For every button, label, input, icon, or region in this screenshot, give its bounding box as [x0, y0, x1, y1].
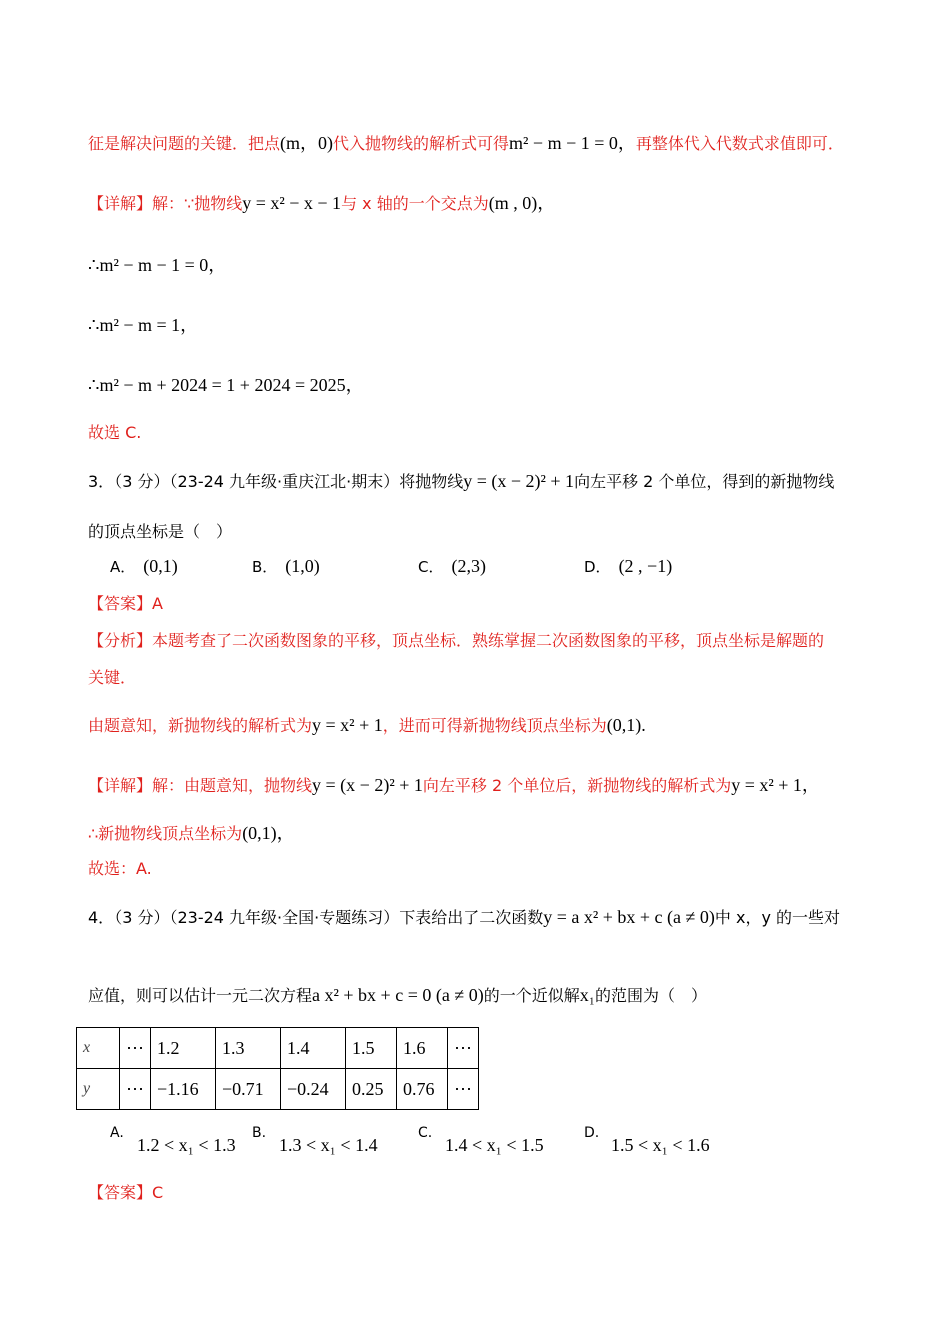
analysis-3-line3	[88, 714, 646, 737]
text: 向左平移 2 个单位后，新抛物线的解析式为	[422, 776, 732, 795]
text: 的一个近似解	[483, 986, 580, 1005]
step-1: ∴m² − m − 1 = 0，	[88, 255, 227, 275]
answer-3: 【答案】A	[88, 594, 163, 613]
table-cell: ⋯	[120, 1028, 151, 1069]
detail-tag: 【详解】	[88, 776, 153, 795]
math-equation: y = x² + 1，	[731, 775, 820, 795]
table-cell: 0.25	[346, 1069, 397, 1110]
text: 的范围为（ ）	[595, 986, 708, 1005]
math-variable: x₁	[579, 985, 595, 1005]
text: 解：∵抛物线	[152, 194, 243, 213]
text: ∴新抛物线顶点坐标为	[88, 824, 243, 843]
option-b-label: B.	[252, 1125, 267, 1141]
option-b	[252, 556, 320, 577]
option-c-value: 1.4 < x₁ < 1.5	[445, 1135, 544, 1155]
table-cell: −0.71	[216, 1069, 281, 1110]
question-meta: （3 分）（23-24 九年级·重庆江北·期末）将抛物线	[114, 472, 464, 491]
math-point: (0,1)，	[242, 823, 295, 843]
text: 再整体代入代数式求值即可．	[635, 134, 844, 153]
option-c-label: C.	[418, 1125, 433, 1141]
row-header: y	[77, 1069, 120, 1110]
table-row	[77, 1069, 479, 1110]
math-point: (0,1).	[606, 715, 646, 735]
option-c	[418, 556, 486, 577]
text: 解：由题意知，抛物线	[152, 776, 313, 795]
text: 征是解决问题的关键．把点	[88, 134, 281, 153]
text: 代入抛物线的解析式可得	[333, 134, 510, 153]
question-number: 4．	[88, 908, 115, 927]
option-label: A．	[110, 558, 136, 576]
analysis-3-line2: 关键．	[88, 668, 137, 687]
detail-3-line1	[88, 774, 820, 797]
option-a	[110, 556, 178, 577]
table-cell: −0.24	[281, 1069, 346, 1110]
detail-3-line2	[88, 822, 295, 845]
option-value: (1,0)	[285, 556, 320, 576]
table-cell: 1.2	[151, 1028, 216, 1069]
math-equation: y = (x − 2)² + 1	[312, 775, 423, 795]
option-d-value: 1.5 < x₁ < 1.6	[611, 1135, 710, 1155]
math-equation: y = x² + 1	[312, 715, 383, 735]
option-a-value: 1.2 < x₁ < 1.3	[137, 1135, 236, 1155]
selection-3: 故选：A.	[88, 859, 152, 878]
option-a-label: A.	[110, 1125, 124, 1141]
table-cell: ⋯	[120, 1069, 151, 1110]
math-point: (m，0)	[280, 133, 334, 153]
table-cell: 1.4	[281, 1028, 346, 1069]
detail-tag: 【详解】	[88, 194, 153, 213]
question-4-line2	[88, 984, 707, 1007]
question-4-line1	[88, 906, 840, 929]
table-cell: 1.3	[216, 1028, 281, 1069]
option-label: D．	[584, 558, 611, 576]
text: ，进而可得新抛物线顶点坐标为	[382, 716, 607, 735]
table-cell: 0.76	[397, 1069, 448, 1110]
option-value: (0,1)	[143, 556, 178, 576]
question-number: 3．	[88, 472, 115, 491]
math-equation: y = a x² + bx + c (a ≠ 0)	[543, 907, 715, 927]
option-b-value: 1.3 < x₁ < 1.4	[279, 1135, 378, 1155]
text: 由题意知，新抛物线的解析式为	[88, 716, 313, 735]
row-header: x	[77, 1028, 120, 1069]
math-equation: a x² + bx + c = 0 (a ≠ 0)	[312, 985, 484, 1005]
step-2: ∴m² − m = 1，	[88, 315, 199, 335]
option-label: C．	[418, 558, 444, 576]
answer-4: 【答案】C	[88, 1183, 164, 1202]
value-table	[76, 1027, 479, 1110]
math-equation: y = x² − x − 1	[242, 193, 342, 213]
table-cell: 1.5	[346, 1028, 397, 1069]
option-d	[584, 556, 672, 577]
question-3-line1	[88, 470, 834, 493]
option-label: B．	[252, 558, 278, 576]
analysis-3-line1: 【分析】本题考查了二次函数图象的平移，顶点坐标．熟练掌握二次函数图象的平移，顶点坐标是解题的	[88, 631, 825, 650]
option-value: (2,3)	[451, 556, 486, 576]
math-equation: y = (x − 2)² + 1	[463, 471, 575, 491]
table-cell: ⋯	[448, 1069, 479, 1110]
text: 应值，则可以估计一元二次方程	[88, 986, 313, 1005]
math-equation: m² − m − 1 = 0，	[509, 133, 636, 153]
table-row	[77, 1028, 479, 1069]
table-cell: −1.16	[151, 1069, 216, 1110]
text: 与 x 轴的一个交点为	[341, 194, 489, 213]
selection-line: 故选 C.	[88, 423, 142, 442]
text: 向左平移 2 个单位，得到的新抛物线	[574, 472, 835, 491]
detail-line	[88, 192, 555, 215]
step-3: ∴m² − m + 2024 = 1 + 2024 = 2025，	[88, 375, 364, 395]
table-cell: 1.6	[397, 1028, 448, 1069]
option-value: (2 , −1)	[618, 556, 673, 576]
text: 中 x，y 的一些对	[714, 908, 841, 927]
table-cell: ⋯	[448, 1028, 479, 1069]
question-3-line2: 的顶点坐标是（ ）	[88, 522, 233, 541]
math-point: (m , 0)，	[488, 193, 556, 213]
option-d-label: D.	[584, 1125, 600, 1141]
question-meta: （3 分）（23-24 九年级·全国·专题练习）下表给出了二次函数	[114, 908, 544, 927]
analysis-tail-line	[88, 132, 844, 155]
